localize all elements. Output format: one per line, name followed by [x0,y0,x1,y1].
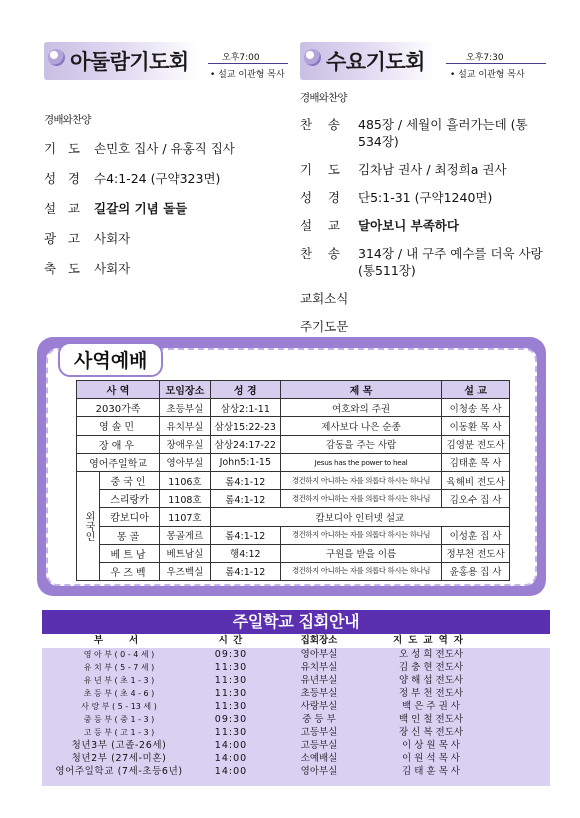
service-title: 수요기도회 [300,42,435,80]
header-dept: 부서 [93,635,165,646]
cell-title: 구원을 받을 이름 [280,544,441,562]
cell-title: 감동을 주는 사람 [280,435,441,453]
table-row [77,508,510,526]
sunday-school-panel [42,610,550,786]
table-row [77,453,510,471]
list-item [42,648,550,661]
table-body [77,399,510,581]
header-area: 사 역 [77,381,160,399]
order-label [44,260,94,277]
table-row [77,399,510,417]
cell-area: 장애우 [77,435,160,453]
order-heading: 경배와찬양 [44,114,91,126]
order-value: 단5:1-31 (구약1240면) [358,190,493,205]
table-row [77,490,510,508]
table-row [77,471,510,489]
leader: 김 충 현 전도사 [398,662,464,673]
leader: 백 인 철 전도사 [398,714,464,725]
service-order-row [44,140,286,157]
place: 중 등 부 [302,714,336,725]
cell-place: 베트남실 [160,544,211,562]
leader: 이 원 석 목 사 [402,753,460,764]
regional-services-inner [46,348,537,586]
cell-speaker: 육해비 전도사 [442,471,510,489]
order-label-char: 송 [327,246,340,261]
time: 11:30 [214,701,248,712]
order-label: 교회소식 [300,291,349,306]
place: 소예배실 [300,753,338,764]
dept: 청년3부 (고졸-26세) [71,740,167,751]
cell-title: 캄보디아 인터넷 설교 [210,508,509,526]
header-speaker: 설 교 [442,381,510,399]
cell-title: Jesus has the power to heal [280,453,441,471]
regional-services-panel [37,337,546,596]
cell-scripture: 행4:12 [210,544,280,562]
service-order-row [300,161,554,178]
place: 고등부실 [300,740,338,751]
divider [208,63,288,64]
order-label [300,116,358,133]
cell-title: 경건하지 아니하는 자를 의롭다 하시는 하나님 [280,562,441,580]
region-title: 사역예배 [58,342,163,377]
sunday-school-header-row [42,634,550,648]
order-label-char: 경 [67,171,80,186]
cell-place: 영아부실 [160,453,211,471]
order-label-char: 축 [44,261,57,276]
dept: 청년2부 (27세-미혼) [71,753,167,764]
dept: 유 치 부 ( 5 - 7 세 ) [83,663,155,672]
service-preacher: • 설교 이관형 목사 [210,70,285,80]
order-value: 김차남 권사 / 최정희a 권사 [358,162,507,177]
cell-place: 초등부실 [160,399,211,417]
place: 영아부실 [300,766,338,777]
leader: 장 신 복 전도사 [398,727,464,738]
service-order-row [300,189,554,206]
place: 유치부실 [300,662,338,673]
cell-speaker: 김오수 집 사 [442,490,510,508]
table-row [77,544,510,562]
place: 사랑부실 [300,701,338,712]
cell-area: 우즈벡 [100,562,160,580]
cell-scripture: 삼상24:17-22 [210,435,280,453]
cell-scripture: 삼상15:22-23 [210,417,280,435]
dept: 중 등 부 ( 중 1 - 3 ) [83,715,155,724]
time: 11:30 [214,675,248,686]
place: 영아부실 [300,649,338,660]
table-header-row [77,381,510,399]
place: 유년부실 [300,675,338,686]
time: 09:30 [214,649,248,660]
order-label-char: 도 [67,141,80,156]
service-order-row [300,245,554,279]
service-order-row [300,116,554,150]
order-label [300,189,358,206]
cell-speaker: 이청송 목 사 [442,399,510,417]
service-time: 오후7:30 [466,53,504,63]
order-value: 314장 / 내 구주 예수를 더욱 사랑 (통511장) [358,246,543,278]
header-text: 성 경 [210,381,280,399]
cell-title: 여호와의 주권 [280,399,441,417]
service-header [44,42,286,86]
order-label-char: 교 [67,201,80,216]
place: 고등부실 [300,727,338,738]
cell-scripture: John5:1-15 [210,453,280,471]
time: 11:30 [214,727,248,738]
cell-place: 우즈벡실 [160,562,211,580]
cell-title: 경건하지 아니하는 자를 의롭다 하시는 하나님 [280,471,441,489]
service-title: 아둘람기도회 [44,42,199,80]
cell-area: 스리랑카 [100,490,160,508]
service-preacher: • 설교 이관형 목사 [450,70,525,80]
cell-scripture: 롬4:1-12 [210,471,280,489]
order-label-char: 도 [67,261,80,276]
service-order-list [44,140,286,277]
service-order-row [44,230,286,247]
order-value: 사회자 [94,231,131,246]
dept: 초 등 부 ( 초 4 - 6 ) [83,689,155,698]
dept: 영 아 부 ( 0 - 4 세 ) [83,650,155,659]
order-label-char: 교 [327,218,340,233]
time: 11:30 [214,662,248,673]
header-title: 제 목 [280,381,441,399]
cell-speaker: 정부천 전도사 [442,544,510,562]
order-value: 485장 / 세월이 흘러가는데 (통 534장) [358,117,528,149]
dept: 고 등 부 ( 고 1 - 3 ) [83,728,155,737]
time: 09:30 [214,714,248,725]
cell-area: 베트남 [100,544,160,562]
dept: 영어주일학교 (7세-초등6년) [55,766,183,777]
cell-place: 유치부실 [160,417,211,435]
time: 14:00 [214,740,248,751]
order-label-char: 성 [300,190,313,205]
aduram-prayer-service [44,42,286,277]
order-value: 손민호 집사 / 유홍직 집사 [94,141,235,156]
list-item [42,726,550,739]
cell-speaker: 이동환 목 사 [442,417,510,435]
cell-place: 몽골게르 [160,526,211,544]
place: 초등부실 [300,688,338,699]
dept: 유 년 부 ( 초 1 - 3 ) [83,676,155,685]
time: 14:00 [214,753,248,764]
header-place: 집회장소 [300,635,338,646]
cell-area: 2030가족 [77,399,160,417]
cell-scripture: 롬4:1-12 [210,490,280,508]
cell-area: 중국인 [100,471,160,489]
category-foreigners: 외국인 [77,471,100,580]
service-order-row [44,260,286,277]
list-item [42,765,550,778]
service-order-row [300,217,554,234]
service-order-row [300,290,554,307]
cell-speaker: 김영분 전도사 [442,435,510,453]
table-row [77,526,510,544]
cell-speaker: 김태훈 목 사 [442,453,510,471]
list-item [42,713,550,726]
order-label [44,140,94,157]
order-label: 주기도문 [300,319,349,334]
leader: 김 태 훈 목 사 [402,766,460,777]
cell-title: 제사보다 나은 순종 [280,417,441,435]
cell-scripture: 삼상2:1-11 [210,399,280,417]
order-label-char: 설 [44,201,57,216]
order-label-char: 기 [300,162,313,177]
header-time: 시 간 [218,635,244,646]
sunday-school-title: 주일학교 집회안내 [42,610,550,634]
time: 11:30 [214,688,248,699]
cell-area: 영어주일학교 [77,453,160,471]
order-label-char: 광 [44,231,57,246]
cell-area: 몽골 [100,526,160,544]
order-label-char: 찬 [300,117,313,132]
list-item [42,700,550,713]
dept: 사 랑 부 ( 5 - 13 세 ) [81,702,157,711]
sunday-school-list [42,648,550,778]
service-order-list [300,116,554,335]
order-label-char: 도 [327,162,340,177]
header-place: 모임장소 [160,381,211,399]
list-item [42,661,550,674]
order-label [300,217,358,234]
order-value: 달아보니 부족하다 [358,218,459,233]
order-label-char: 고 [67,231,80,246]
order-label [44,230,94,247]
order-label-char: 성 [44,171,57,186]
cell-scripture: 롬4:1-12 [210,526,280,544]
cell-place: 1106호 [160,471,211,489]
list-item [42,752,550,765]
order-value: 길갈의 기념 돌들 [94,201,188,216]
order-label-char: 설 [300,218,313,233]
order-label [44,200,94,217]
order-value: 수4:1-24 (구약323면) [94,171,221,186]
divider [446,63,546,64]
cell-speaker: 윤홍용 집 사 [442,562,510,580]
table-row [77,417,510,435]
cell-place: 1107호 [160,508,211,526]
order-label [300,245,358,262]
service-header [300,42,554,86]
service-order-row [300,318,554,335]
header-leader: 지도교역자 [393,635,469,646]
cell-title: 경건하지 아니하는 자를 의롭다 하시는 하나님 [280,526,441,544]
order-label-char: 찬 [300,246,313,261]
leader: 오 성 희 전도사 [398,649,464,660]
cell-speaker: 이성훈 집 사 [442,526,510,544]
list-item [42,739,550,752]
order-label [300,161,358,178]
leader: 이 상 원 목 사 [402,740,460,751]
cell-area: 캄보디아 [100,508,160,526]
service-time: 오후7:00 [222,53,260,63]
regional-services-table [76,380,510,581]
order-label-char: 기 [44,141,57,156]
order-label-char: 송 [327,117,340,132]
cell-title: 경건하지 아니하는 자를 의롭다 하시는 하나님 [280,490,441,508]
cell-place: 1108호 [160,490,211,508]
cell-area: 영솔민 [77,417,160,435]
table-row [77,562,510,580]
table-row [77,435,510,453]
leader: 정 부 천 전도사 [398,688,464,699]
cell-place: 장애우실 [160,435,211,453]
list-item [42,674,550,687]
leader: 백 은 주 권 사 [402,701,460,712]
list-item [42,687,550,700]
cell-scripture: 롬4:1-12 [210,562,280,580]
order-label-char: 경 [327,190,340,205]
leader: 양 해 섭 전도사 [398,675,464,686]
time: 14:00 [214,766,248,777]
order-value: 사회자 [94,261,131,276]
wednesday-prayer-service [300,42,554,335]
service-order-row [44,170,286,187]
order-heading: 경배와찬양 [300,92,347,104]
service-order-row [44,200,286,217]
order-label [44,170,94,187]
